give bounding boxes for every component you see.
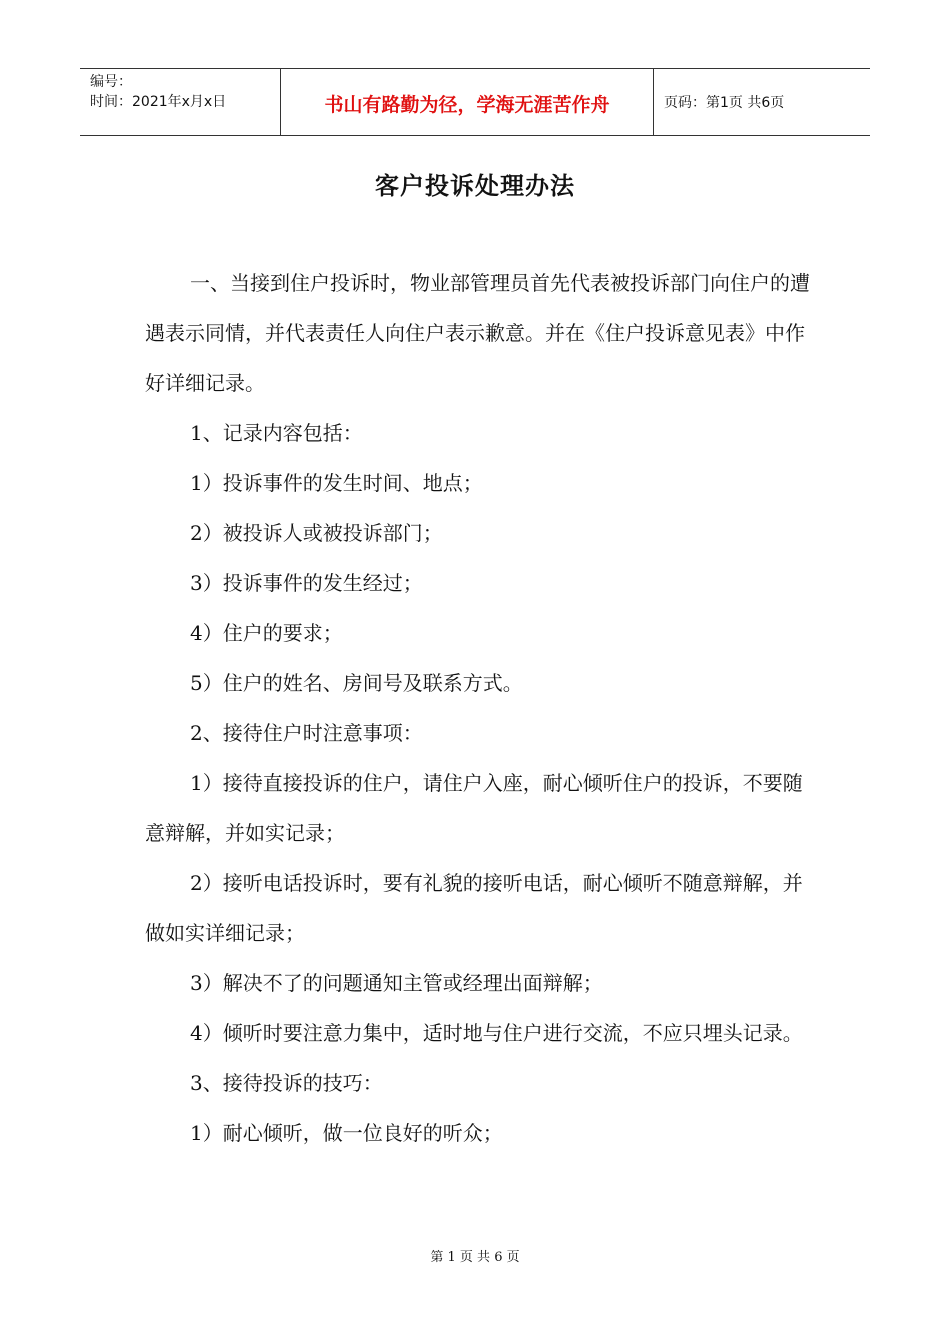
list-item: 3）解决不了的问题通知主管或经理出面辩解； [190,971,603,995]
header-motto: 书山有路勤为径，学海无涯苦作舟 [281,69,654,135]
section-heading: 3、接待投诉的技巧： [190,1071,383,1095]
list-item: 1）接待直接投诉的住户，请住户入座，耐心倾听住户的投诉，不要随意辩解，并如实记录； [145,771,803,845]
document-body [145,258,810,1158]
header-page-info: 页码：第1页 共6页 [664,95,785,111]
list-item: 2）接听电话投诉时，要有礼貌的接听电话，耐心倾听不随意辩解，并做如实详细记录； [145,871,803,945]
list-item: 4）住户的要求； [190,621,343,645]
number-label: 编号： [90,74,132,90]
header-meta [80,69,281,135]
list-item: 5）住户的姓名、房间号及联系方式。 [190,671,523,695]
page-footer: 第 1 页 共 6 页 [430,1250,520,1265]
list-item: 2）被投诉人或被投诉部门； [190,521,443,545]
section-heading: 1、记录内容包括： [190,421,363,445]
list-item: 3）投诉事件的发生经过； [190,571,423,595]
paragraph-intro: 一、当接到住户投诉时，物业部管理员首先代表被投诉部门向住户的遭遇表示同情，并代表责任人向住户表示歉意。并在《住户投诉意见表》中作好详细记录。 [145,271,810,395]
time-label: 时间：2021年x月x日 [90,94,227,110]
document-header [80,68,870,136]
document-title: 客户投诉处理办法 [375,171,575,200]
list-item: 1）投诉事件的发生时间、地点； [190,471,483,495]
list-item: 4）倾听时要注意力集中，适时地与住户进行交流，不应只埋头记录。 [190,1021,803,1045]
section-heading: 2、接待住户时注意事项： [190,721,423,745]
list-item: 1）耐心倾听，做一位良好的听众； [190,1121,503,1145]
